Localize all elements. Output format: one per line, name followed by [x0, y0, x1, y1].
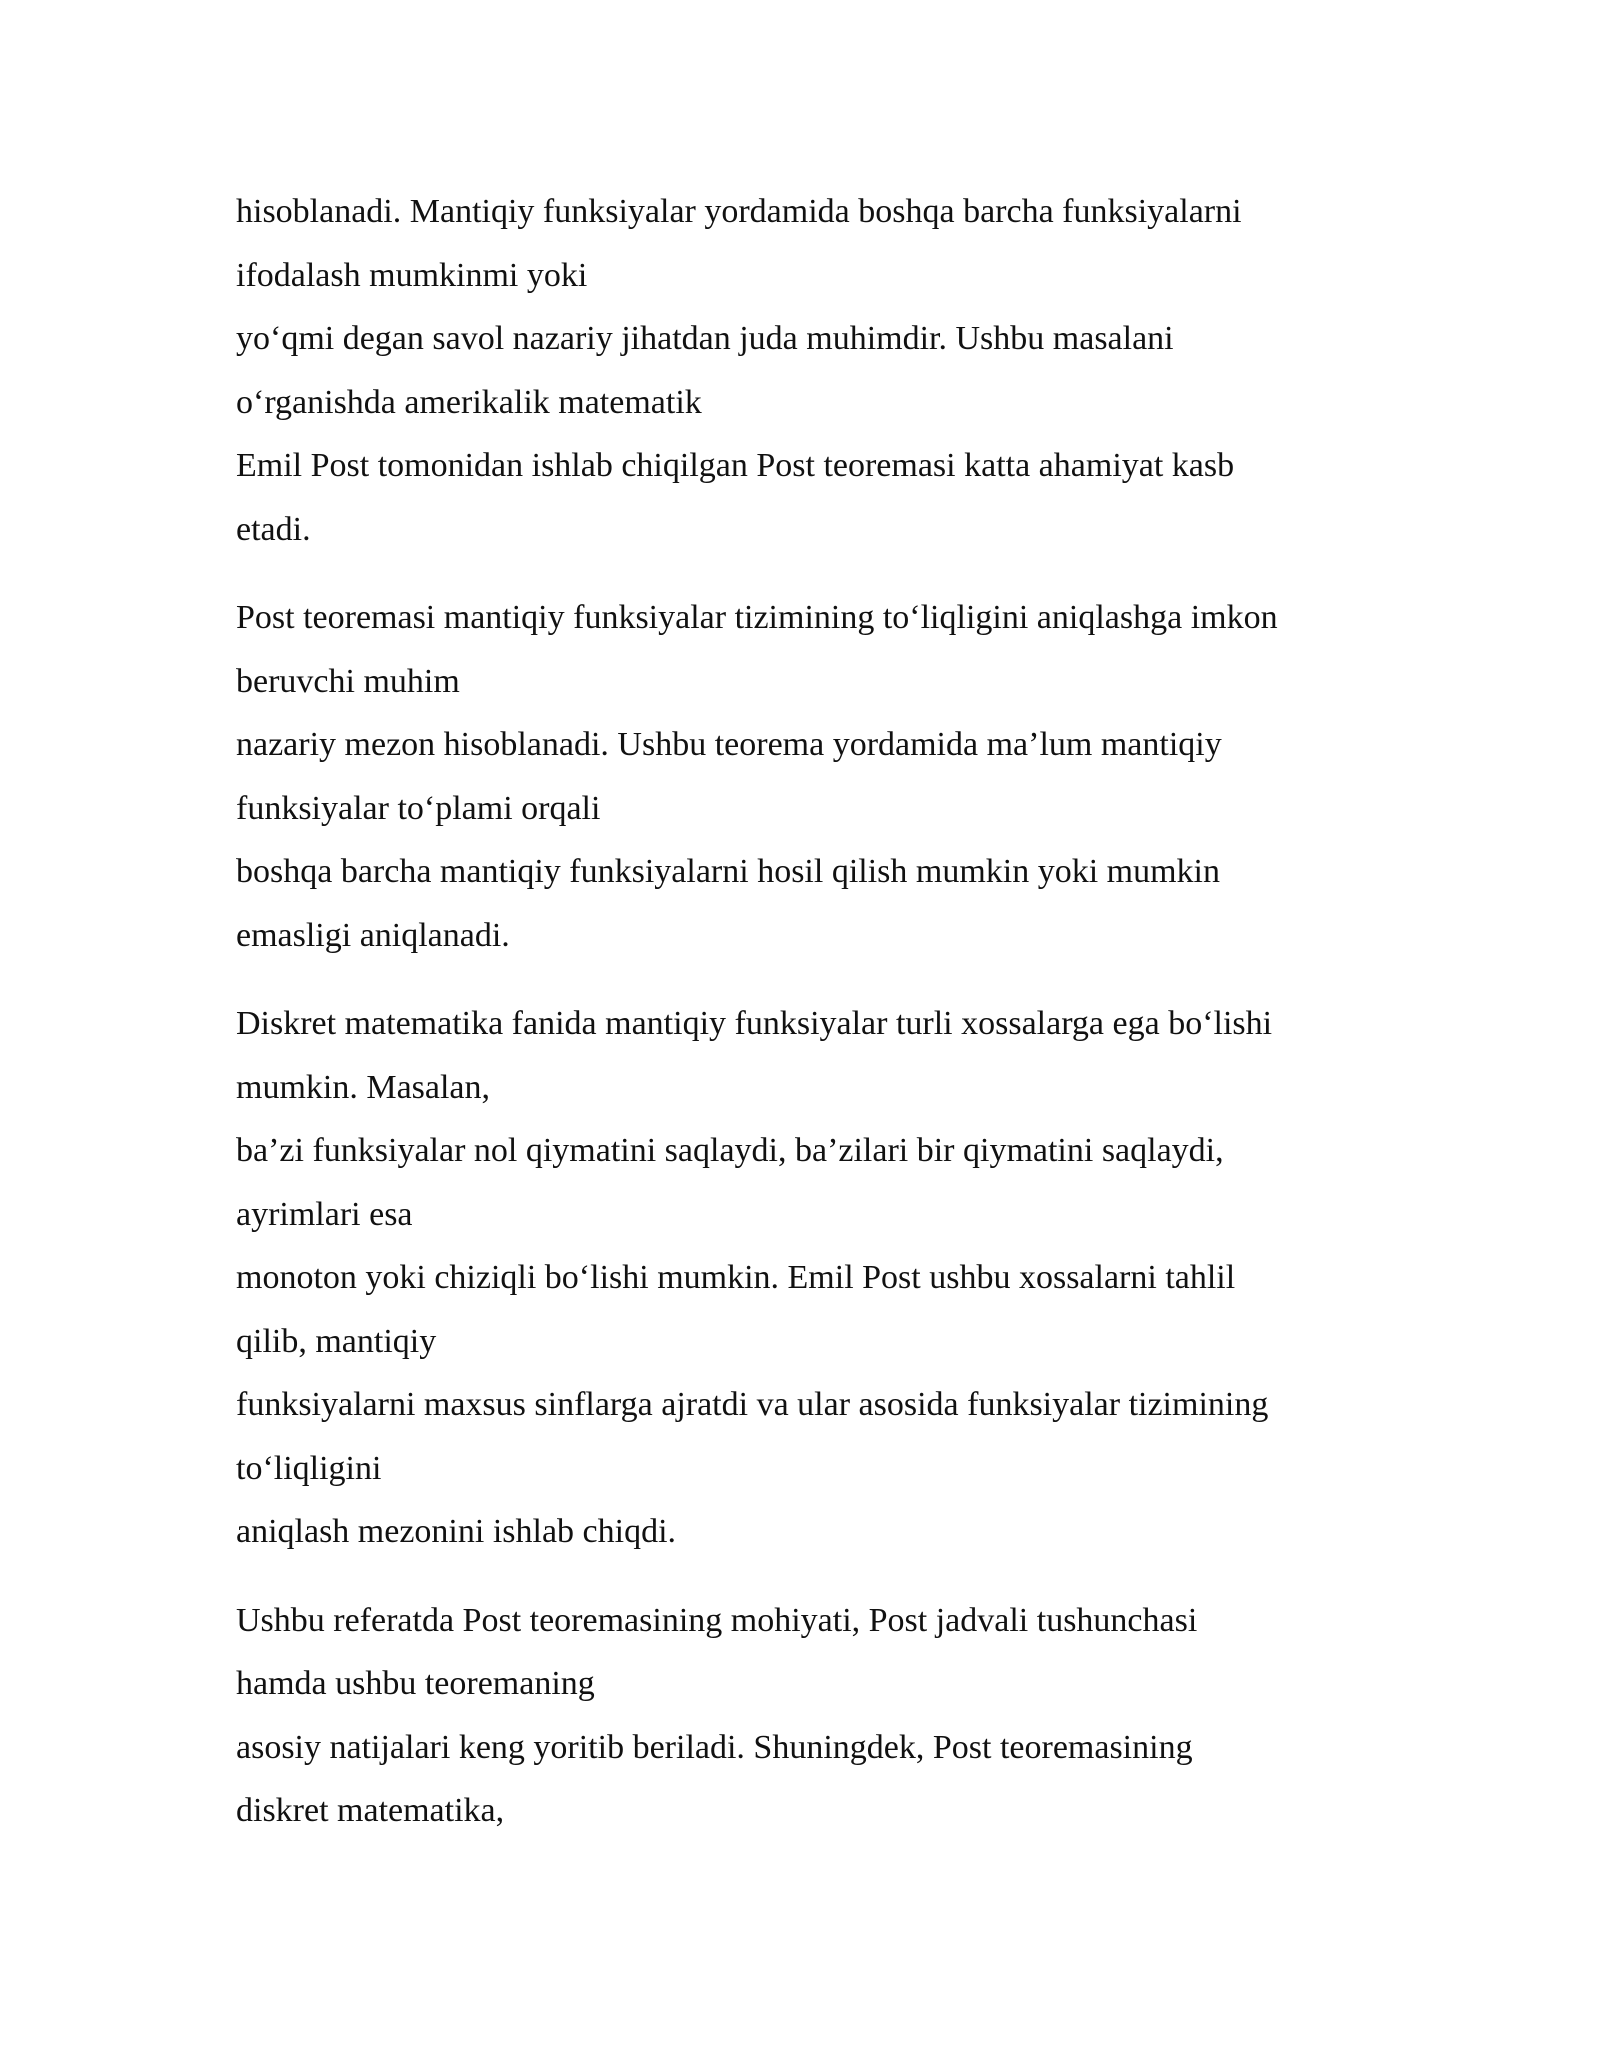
text-line: ifodalash mumkinmi yoki: [236, 256, 588, 294]
text-line: funksiyalar to‘plami orqali: [236, 789, 601, 827]
text-line: ayrimlari esa: [236, 1195, 413, 1233]
text-line: monoton yoki chiziqli bo‘lishi mumkin. Emil Post ushbu xossalarni tahlil: [236, 1259, 1236, 1296]
text-line: to‘liqligini: [236, 1449, 382, 1487]
text-line: asosiy natijalari keng yoritib beriladi. Shuningdek, Post teoremasining: [236, 1728, 1193, 1766]
paragraph-1: [236, 180, 1396, 561]
text-line: hamda ushbu teoremaning: [236, 1665, 595, 1702]
text-line: emasligi aniqlanadi.: [236, 916, 510, 954]
text-line: hisoblanadi. Mantiqiy funksiyalar yordamida boshqa barcha funksiyalarni: [236, 193, 1242, 230]
text-line: mumkin. Masalan,: [236, 1068, 491, 1106]
text-line: beruvchi muhim: [236, 662, 460, 700]
text-line: diskret matematika,: [236, 1792, 505, 1829]
text-line: nazariy mezon hisoblanadi. Ushbu teorema yordamida ma’lum mantiqiy: [236, 726, 1222, 763]
text-line: boshqa barcha mantiqiy funksiyalarni hosil qilish mumkin yoki mumkin: [236, 853, 1221, 890]
paragraph-3: [236, 992, 1396, 1564]
text-line: funksiyalarni maxsus sinflarga ajratdi va ular asosida funksiyalar tizimining: [236, 1386, 1269, 1423]
text-line: etadi.: [236, 510, 311, 548]
text-line: Post teoremasi mantiqiy funksiyalar tizimining to‘liqligini aniqlashga imkon: [236, 599, 1278, 636]
text-line: ba’zi funksiyalar nol qiymatini saqlaydi, ba’zilari bir qiymatini saqlaydi,: [236, 1132, 1224, 1169]
text-line: o‘rganishda amerikalik matematik: [236, 383, 702, 421]
text-line: Ushbu referatda Post teoremasining mohiyati, Post jadvali tushunchasi: [236, 1601, 1198, 1639]
document-body: [236, 180, 1396, 1868]
paragraph-2: [236, 586, 1396, 967]
text-line: Diskret matematika fanida mantiqiy funksiyalar turli xossalarga ega bo‘lishi: [236, 1005, 1273, 1042]
text-line: Emil Post tomonidan ishlab chiqilgan Post teoremasi katta ahamiyat kasb: [236, 447, 1235, 484]
text-line: aniqlash mezonini ishlab chiqdi.: [236, 1513, 677, 1550]
text-line: qilib, mantiqiy: [236, 1322, 437, 1360]
text-line: yo‘qmi degan savol nazariy jihatdan juda muhimdir. Ushbu masalani: [236, 320, 1174, 357]
paragraph-4: [236, 1589, 1396, 1843]
